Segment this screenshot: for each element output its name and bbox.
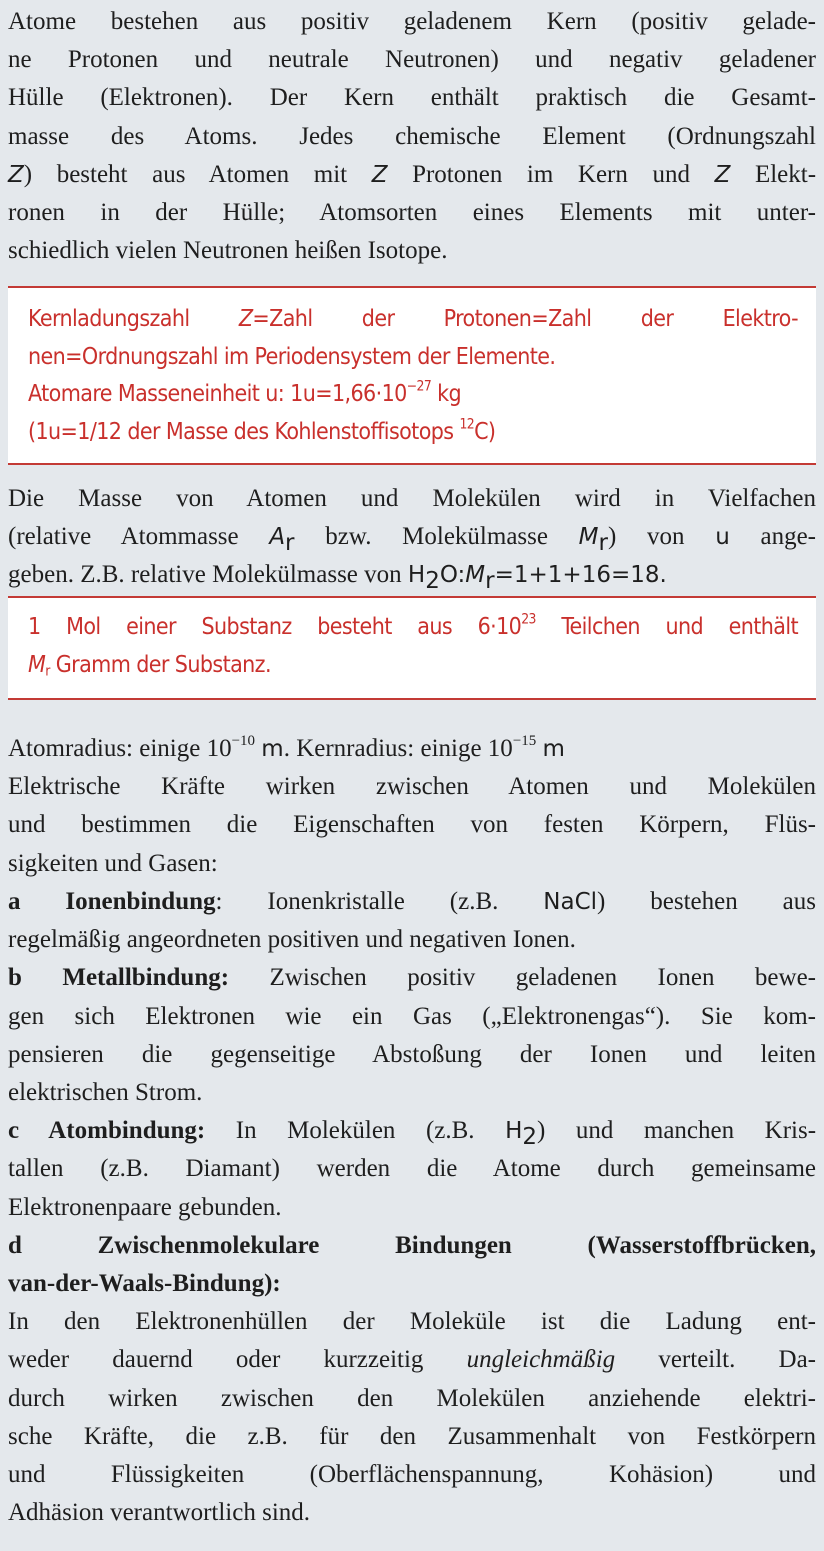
unit: m [542, 736, 565, 762]
text-fragment: weder dauernd oder kurzzeitig [8, 1346, 424, 1374]
box-line: nen=Ordnungszahl im Periodensystem der Elemente. [28, 343, 556, 370]
formula: NaCl [543, 889, 598, 915]
box-line [28, 647, 798, 685]
text-line: sche Kräfte, die z.B. für den Zusammenhalt von Festkörpern [8, 1422, 816, 1450]
text-fragment: In Molekülen (z.B. [235, 1117, 475, 1145]
unit: kg [437, 381, 462, 407]
text-line: ronen in der Hülle; Atomsorten eines Elements mit unter- [8, 199, 816, 227]
box-line [28, 414, 798, 452]
text-line: Adhäsion verantwortlich sind. [8, 1499, 311, 1527]
text-fragment: Elekt- [754, 160, 817, 188]
text-line [8, 1341, 816, 1379]
unit-u: u [715, 524, 730, 551]
unit: m [261, 736, 284, 762]
text-line: regelmäßig angeordneten positiven und negativen Ionen. [8, 926, 576, 954]
paren: ) [23, 160, 33, 188]
text-fragment: Atomradius: einige 10 [8, 735, 232, 762]
text-line: elektrischen Strom. [8, 1079, 203, 1107]
symbol-m: M [28, 651, 46, 678]
intro-paragraph [8, 3, 816, 270]
bond-label: c Atombindung: [8, 1117, 206, 1145]
text-fragment: besteht aus Atomen mit [56, 160, 348, 188]
equation: =1+1+16=18. [494, 562, 667, 589]
exponent: −15 [512, 732, 537, 749]
bond-a-line [8, 883, 816, 921]
box-line [28, 301, 798, 339]
text-fragment: Protonen im Kern und [412, 160, 690, 188]
text-line: Elektronenpaare gebunden. [8, 1193, 282, 1221]
symbol-z: Z [371, 161, 388, 188]
text-fragment: Teilchen und enthält [561, 614, 798, 640]
text-line: und Flüssigkeiten (Oberflächenspannung, Kohäsion) und [8, 1461, 816, 1489]
formula: O: [439, 562, 466, 589]
definition-box-nuclear-charge [8, 286, 816, 465]
bond-d-label: d Zwischenmolekulare Bindungen (Wasserstoffbrücken, [8, 1231, 816, 1259]
text-fragment: geben. Z.B. relative Molekülmasse von [8, 561, 402, 589]
subscript-r: r [45, 662, 50, 679]
radius-paragraph [8, 730, 816, 883]
exponent: 23 [521, 611, 536, 628]
definition-box-mole [8, 596, 816, 700]
text-line: Die Masse von Atomen und Molekülen wird in Vielfachen [8, 485, 816, 512]
text-fragment: ange- [760, 523, 816, 551]
text-line: ne Protonen und neutrale Neutronen) und negativ geladener [8, 46, 816, 74]
text-line [8, 556, 816, 594]
text-line: tallen (z.B. Diamant) werden die Atome durch gemeinsame [8, 1155, 816, 1183]
bond-b-line [8, 959, 816, 997]
text-fragment: bzw. Molekülmasse [325, 523, 548, 551]
box-line [28, 376, 798, 414]
text-fragment: Zwischen positiv geladenen Ionen bewe- [269, 964, 816, 992]
exponent: −10 [231, 732, 256, 749]
text-fragment: (relative Atommasse [8, 523, 239, 551]
symbol-z: Z [238, 306, 253, 332]
symbol-m: M [465, 562, 486, 589]
text-fragment: Atomare Masseneinheit u: 1u=1,66·10 [28, 381, 407, 407]
text-line: Atome bestehen aus positiv geladenem Kern (positiv gelade- [8, 8, 816, 35]
text-fragment: . Kernradius: einige 10 [283, 735, 513, 762]
text-fragment: verteilt. Da- [658, 1346, 817, 1374]
text-line: und bestimmen die Eigenschaften von festen Körpern, Flüs- [8, 811, 816, 839]
text-fragment: ) bestehen aus [597, 888, 816, 915]
formula: H [407, 562, 426, 589]
symbol-z: Z [8, 161, 24, 188]
text-line: In den Elektronenhüllen der Moleküle ist die Ladung ent- [8, 1308, 816, 1336]
text-fragment: =Zahl der Protonen=Zahl der Elektro- [252, 306, 798, 332]
exponent: −27 [406, 378, 432, 395]
box-line [28, 609, 798, 647]
bonds-list [8, 883, 816, 1532]
subscript-r: r [485, 568, 495, 595]
subscript-r: r [285, 529, 295, 556]
text-fragment: Kernladungszahl [28, 306, 190, 332]
text-fragment: 1 Mol einer Substanz besteht aus 6·10 [28, 614, 522, 640]
emphasis: ungleichmäßig [466, 1346, 616, 1374]
text-fragment: : Ionenkristalle (z.B. [215, 888, 499, 915]
symbol-z: Z [714, 161, 731, 188]
subscript-r: r [598, 529, 608, 556]
bond-d-label: van-der-Waals-Bindung): [8, 1270, 281, 1298]
formula-subscript: 2 [522, 1123, 538, 1150]
text-line [8, 518, 816, 556]
symbol-a: A [269, 524, 286, 551]
bond-c-line [8, 1112, 816, 1150]
bond-label: b Metallbindung: [8, 964, 230, 992]
text-line: Elektrische Kräfte wirken zwischen Atomen und Molekülen [8, 773, 816, 801]
text-line: sigkeiten und Gasen: [8, 849, 218, 877]
symbol-m: M [578, 524, 599, 551]
text-line: Hülle (Elektronen). Der Kern enthält praktisch die Gesamt- [8, 84, 816, 112]
formula-subscript: 2 [425, 568, 440, 595]
text-fragment: ) und manchen Kris- [537, 1117, 817, 1145]
isotope-mass-number: 12 [459, 416, 475, 433]
text-line [8, 156, 816, 194]
text-fragment: Gramm der Substanz. [55, 651, 271, 678]
text-line: schiedlich vielen Neutronen heißen Isotope. [8, 237, 448, 265]
text-line: pensieren die gegenseitige Abstoßung der Ionen und leiten [8, 1040, 816, 1068]
text-line: masse des Atoms. Jedes chemische Element (Ordnungszahl [8, 122, 816, 150]
text-fragment: ) von [608, 523, 685, 551]
text-line [8, 730, 816, 768]
text-line: gen sich Elektronen wie ein Gas („Elektronengas“). Sie kom- [8, 1002, 816, 1030]
formula: H [505, 1118, 523, 1145]
mass-paragraph [8, 480, 816, 595]
text-line: durch wirken zwischen den Molekülen anziehende elektri- [8, 1384, 816, 1412]
bond-label: a Ionenbindung [8, 888, 216, 915]
text-fragment: (1u=1/12 der Masse des Kohlenstoffisotops [28, 418, 454, 445]
text-fragment: C) [474, 418, 496, 445]
